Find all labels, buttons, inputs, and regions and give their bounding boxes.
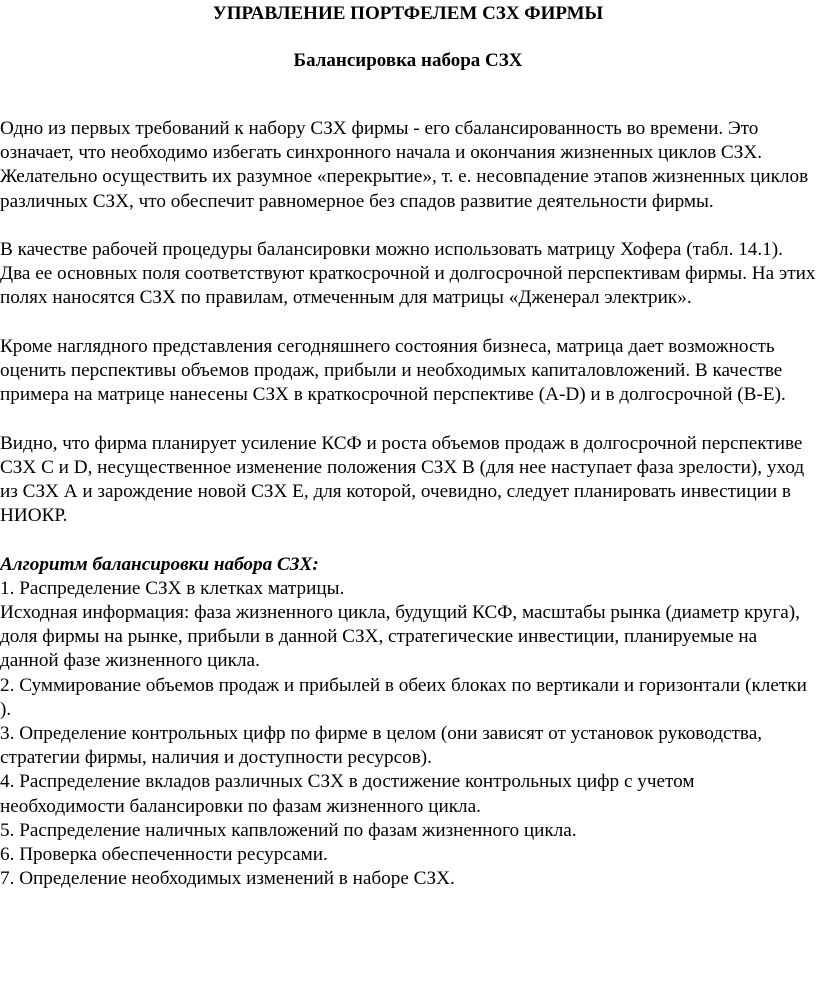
paragraph-matrix-benefits: Кроме наглядного представления сегодняшнего состояния бизнеса, матрица дает возможность оценить перспективы объемов продаж, прибыли и необходимых капиталовложений. В качестве примера на матрице нанесены СЗХ в краткосрочной перспективе (A-D) и в долгосрочной (B-E). [0,335,786,406]
algorithm-step: 1. Распределение СЗХ в клетках матрицы. [0,577,345,599]
section-subtitle: Балансировка набора СЗХ [293,50,523,71]
document-body [0,117,816,891]
algorithm-step-input-info: Исходная информация: фаза жизненного цикла, будущий КСФ, масштабы рынка (диаметр круга), доля фирмы на рынке, прибыли в данной СЗХ, стратегические инвестиции, планируемые на данной фазе жизненного цикла. [0,602,800,672]
paragraph-balance-requirement: Одно из первых требований к набору СЗХ фирмы - его сбалансированность во времени. Это означает, что необходимо избегать синхронного начала и окончания жизненных циклов СЗХ. Желательно осуществить их разумное «перекрытие», т. е. несовпадение этапов жизненных циклов различных СЗХ, что обеспечит равномерное без спадов развитие деятельности фирмы. [0,118,809,212]
algorithm-step: 5. Распределение наличных капвложений по фазам жизненного цикла. [0,819,577,841]
algorithm-step: 7. Определение необходимых изменений в наборе СЗХ. [0,868,455,890]
page-title: УПРАВЛЕНИЕ ПОРТФЕЛЕМ СЗХ ФИРМЫ [212,3,604,24]
algorithm-heading: Алгоритм балансировки набора СЗХ: [0,553,319,575]
paragraph-firm-plans: Видно, что фирма планирует усиление КСФ и роста объемов продаж в долгосрочной перспективе СЗХ С и D, несущественное изменение положения СЗХ В (для нее наступает фаза зрелости), уход из СЗХ А и зарождение новой СЗХ Е, для которой, очевидно, следует планировать инвестиции в НИОКР. [0,432,805,527]
algorithm-section [0,553,816,892]
paragraph-hofer-matrix: В качестве рабочей процедуры балансировки можно использовать матрицу Хофера (табл. 14.1). Два ее основных поля соответствуют краткосрочной и долгосрочной перспективам фирмы. На этих полях наносятся СЗХ по правилам, отмеченным для матрицы «Дженерал электрик». [0,239,816,309]
algorithm-step: 6. Проверка обеспеченности ресурсами. [0,844,328,866]
algorithm-step: 3. Определение контрольных цифр по фирме в целом (они зависят от установок руководства, стратегии фирмы, наличия и доступности ресурсов). [0,723,763,769]
algorithm-step: 2. Суммирование объемов продаж и прибылей в обеих блоках по вертикали и горизонтали (клетки ). [0,674,807,720]
algorithm-step: 4. Распределение вкладов различных СЗХ в достижение контрольных цифр с учетом необходимости балансировки по фазам жизненного цикла. [0,771,695,817]
